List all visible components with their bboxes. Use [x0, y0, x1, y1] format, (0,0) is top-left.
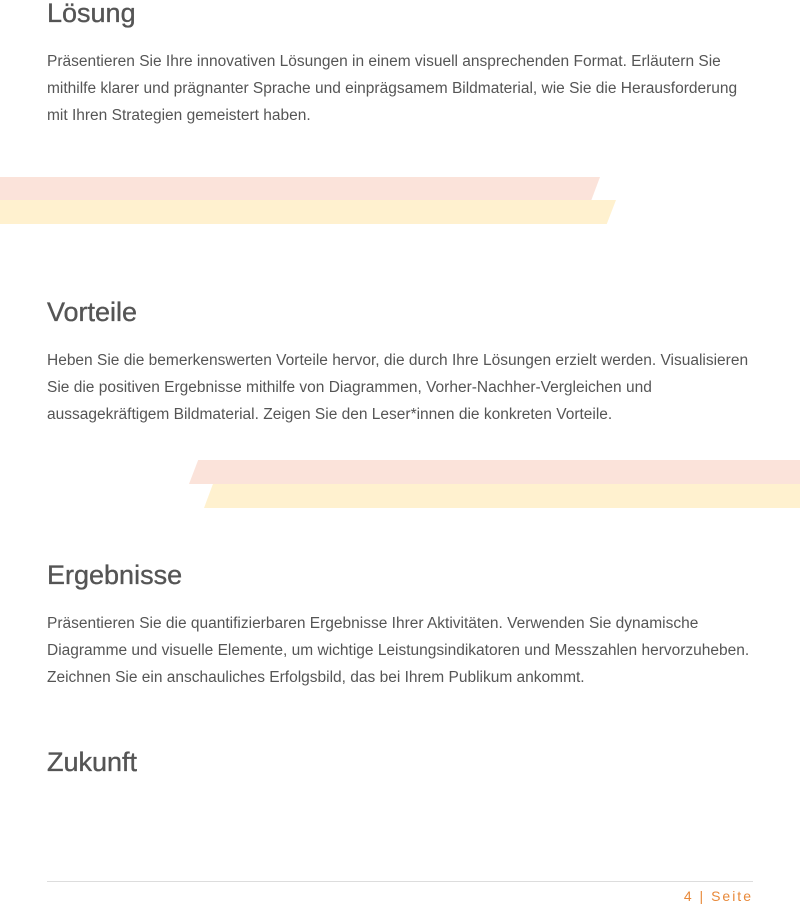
decorative-band-peach — [189, 460, 800, 484]
section-heading-zukunft: Zukunft — [47, 747, 138, 777]
decorative-band-peach — [0, 177, 600, 201]
section-heading-ergebnisse: Ergebnisse — [47, 560, 183, 590]
decorative-band-cream — [204, 484, 800, 508]
section-body-ergebnisse: Präsentieren Sie die quantifizierbaren Ergebnisse Ihrer Aktivitäten. Verwenden Sie dynamische Diagramme und visuelle Elemente, um wichtige Leistungsindikatoren und Messzahlen hervorzuheben. Zeichnen Sie ein anschauliches Erfolgsbild, das bei Ihrem Publikum ankommt. — [47, 615, 750, 686]
decorative-band-cream — [0, 200, 616, 224]
section-heading-loesung: Lösung — [47, 0, 136, 28]
section-body-loesung: Präsentieren Sie Ihre innovativen Lösungen in einem visuell ansprechenden Format. Erläutern Sie mithilfe klarer und prägnanter Sprache und einprägsamem Bildmaterial, wie Sie die Herausforderung mit Ihren Strategien gemeistert haben. — [47, 53, 738, 124]
page-number-label: 4 | Seite — [683, 888, 753, 904]
section-heading-vorteile: Vorteile — [47, 297, 138, 327]
section-body-vorteile: Heben Sie die bemerkenswerten Vorteile hervor, die durch Ihre Lösungen erzielt werden. Visualisieren Sie die positiven Ergebnisse mithilfe von Diagrammen, Vorher-Nachher-Vergleichen und aussagekräftigem Bildmaterial. Zeigen Sie den Leser*innen die konkreten Vorteile. — [47, 352, 749, 423]
footer-divider — [47, 881, 753, 882]
